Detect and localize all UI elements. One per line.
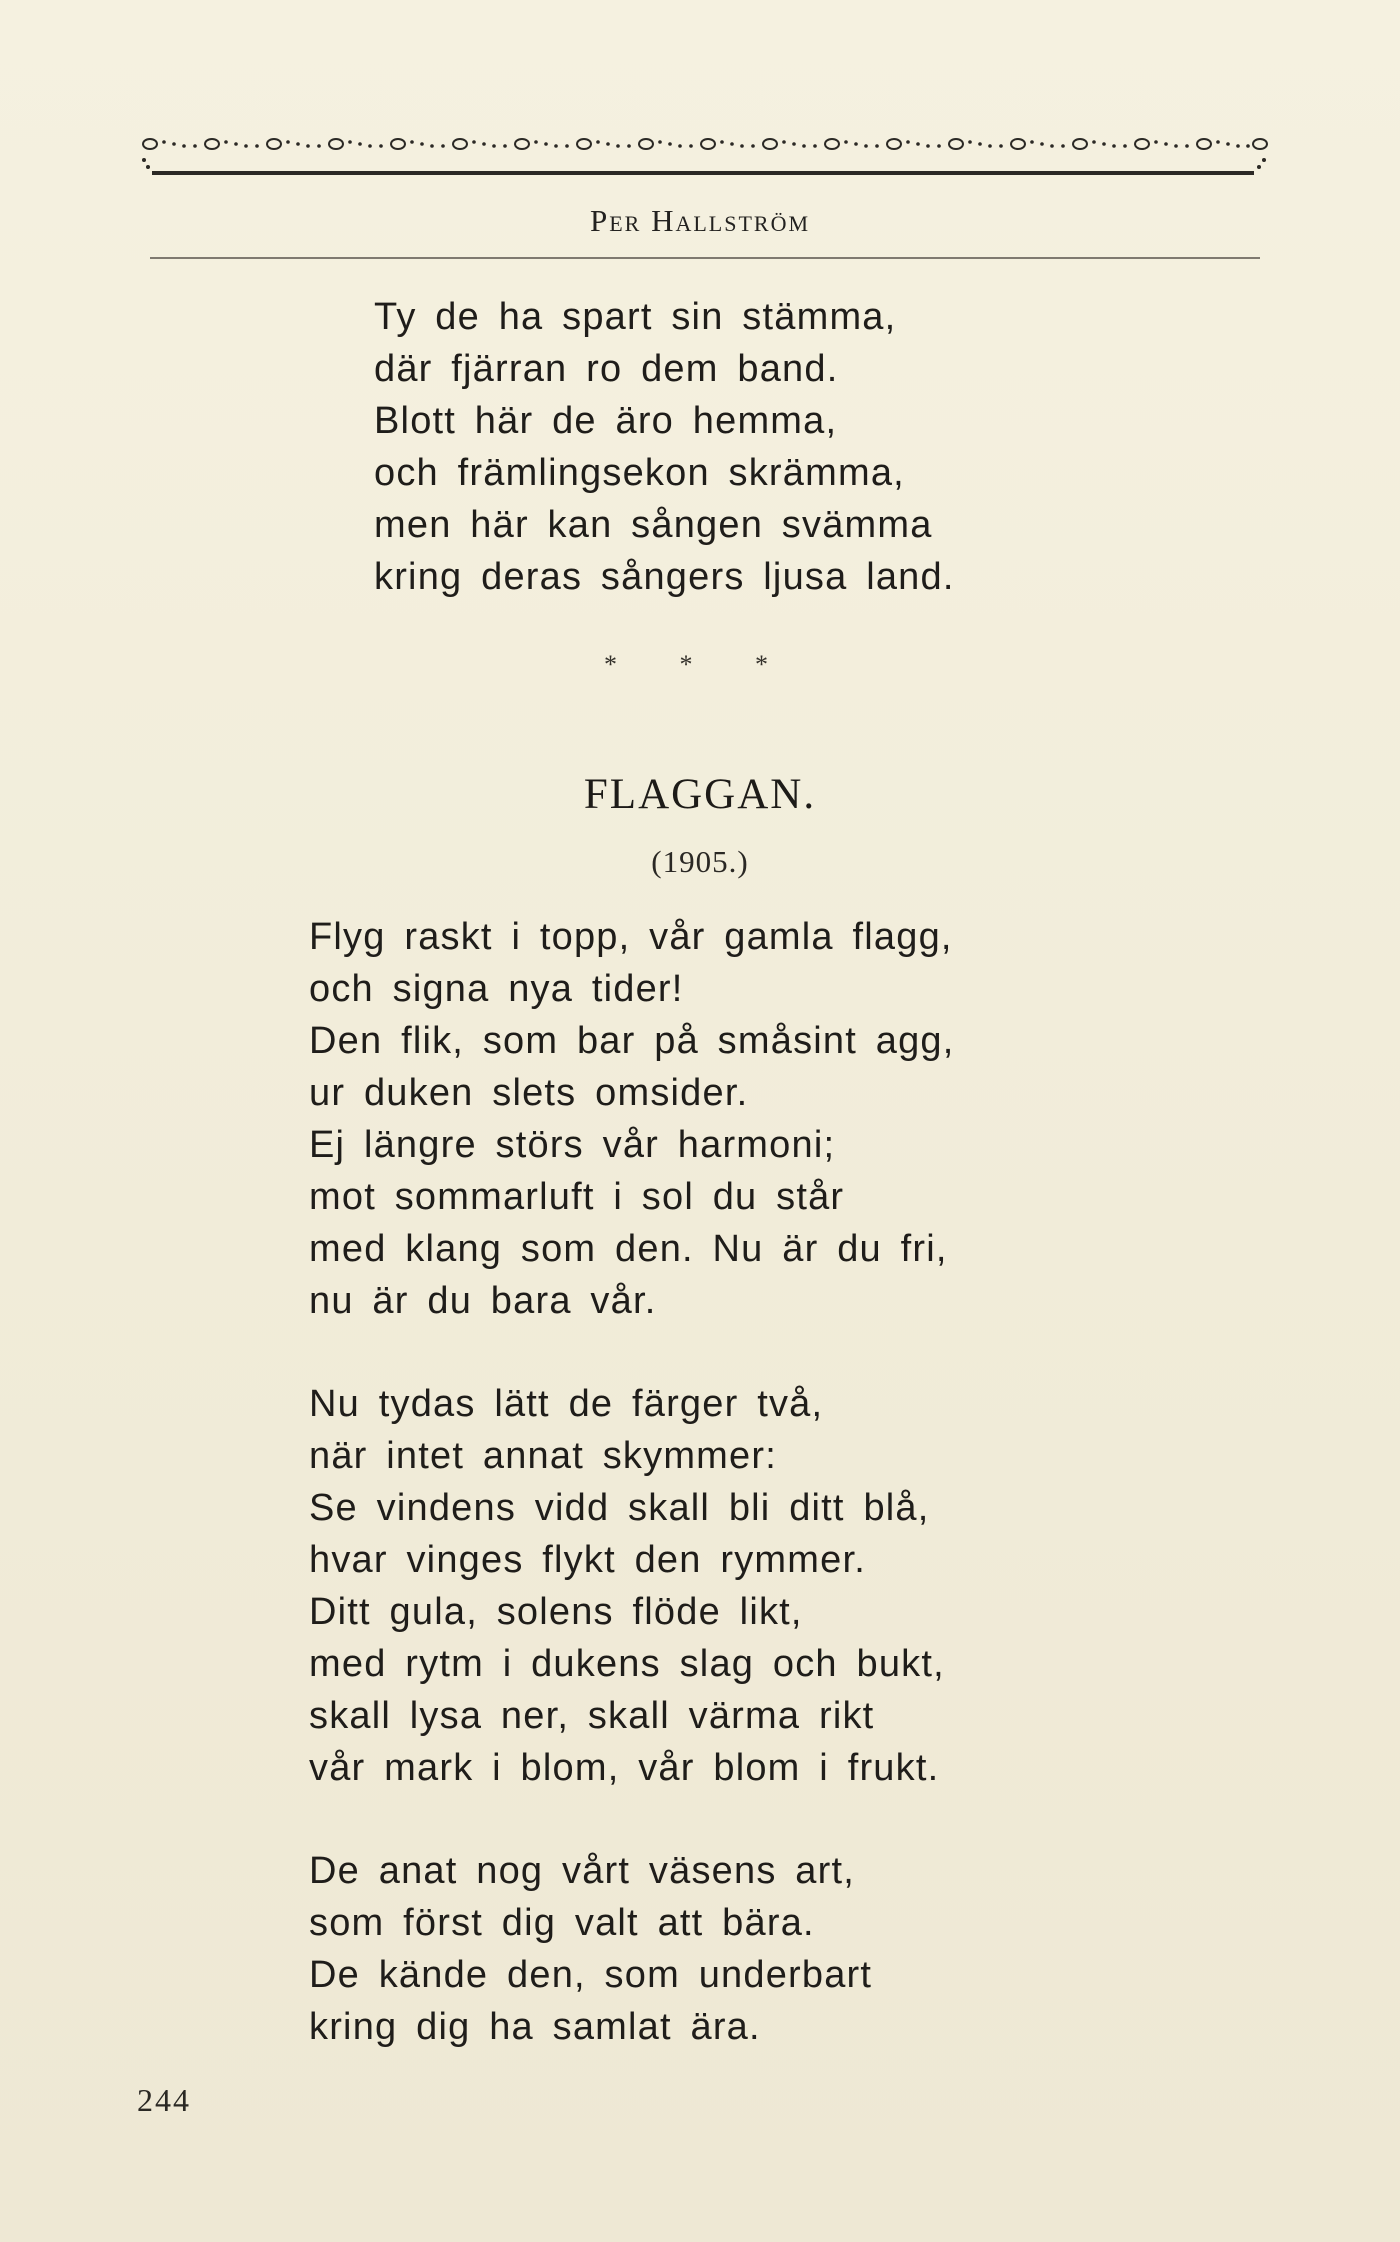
header-rule [150,257,1260,259]
poem-line: nu är du bara vår. [309,1280,657,1322]
poem-line: Den flik, som bar på småsint agg, [309,1020,955,1062]
running-head-author: Per Hallström [589,203,811,238]
poem-line: Flyg raskt i topp, vår gamla flagg, [309,916,953,958]
poem-line: men här kan sången svämma [374,504,933,546]
poem-line: ur duken slets omsider. [309,1072,749,1114]
poem-line: De kände den, som underbart [309,1954,873,1996]
page-number: 244 [137,2082,191,2118]
poem-line: kring dig ha samlat ära. [309,2006,761,2048]
poem-line: De anat nog vårt väsens art, [309,1850,855,1892]
poem-stanza-2 [309,1378,945,1794]
poem-line: hvar vinges flykt den rymmer. [309,1539,866,1581]
poem-line: Se vindens vidd skall bli ditt blå, [309,1487,930,1529]
poem-line: vår mark i blom, vår blom i frukt. [309,1747,940,1789]
section-divider-asterisks: * * * [604,650,796,679]
poem-title: FLAGGAN. [583,771,817,818]
poem-line: med rytm i dukens slag och bukt, [309,1643,945,1685]
decorative-chain-border-icon [140,128,1272,182]
poem-line: skall lysa ner, skall värma rikt [309,1695,875,1737]
intro-stanza [374,291,955,603]
poem-line: där fjärran ro dem band. [374,348,839,390]
poem-line: Nu tydas lätt de färger två, [309,1383,824,1425]
poem-line: Blott här de äro hemma, [374,400,838,442]
poem-year: (1905.) [651,844,749,879]
poem-line: mot sommarluft i sol du står [309,1176,845,1218]
poem-line: Ej längre störs vår harmoni; [309,1124,836,1166]
poem-line: som först dig valt att bära. [309,1902,815,1944]
poem-line: kring deras sångers ljusa land. [374,556,955,598]
poem-line: när intet annat skymmer: [309,1435,777,1477]
poem-line: Ty de ha spart sin stämma, [374,296,897,338]
poem-stanza-1 [309,911,955,1327]
poem-stanza-3 [309,1845,872,2053]
poem-line: och främlingsekon skrämma, [374,452,905,494]
poem-line: och signa nya tider! [309,968,684,1010]
poem-line: Ditt gula, solens flöde likt, [309,1591,803,1633]
poem-line: med klang som den. Nu är du fri, [309,1228,948,1270]
